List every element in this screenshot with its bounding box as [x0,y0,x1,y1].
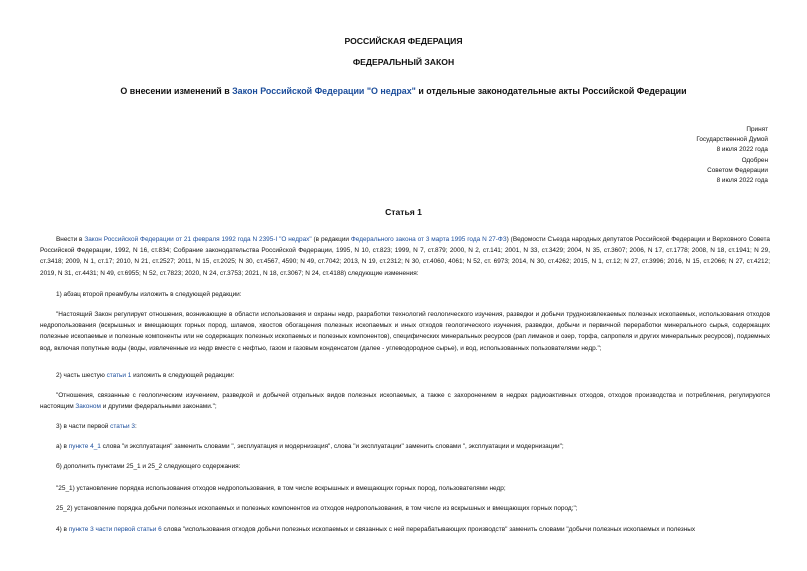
law-ref-link[interactable]: Законом [75,403,101,411]
law-title-suffix: и отдельные законодательные акты Российской Федерации [415,86,687,96]
intro-text: ) (Ведомости Съезда народных депутатов Российской Федерации и Верховного Совета Российской Федерации, 1992, N 16, ст.834; Собрание законодательства Российской Федерации, 1995, N 10, ст.823; 1999, N 7, ст.879; 2000, N 2, ст.141; 2001, N 33, ст.3429; 2004, N 35, ст.3607; 2006, N 17, ст.1778; 2008, N 18, ст.1941; N 29, ст.3418; 2009, N 1, ст.17; 2010, N 21, ст.2527; 2011, N 15, ст.2025; N 30, ст.4567, 4590; N 49, ст.7042; 2013, N 19, ст.2312; N 30, ст.4060, 4061; N 52, ст. 6973; 2014, N 30, ст.4262; 2015, N 1, ст.12; N 27, ст.3996; 2016, N 15, ст.2066; N 27, ст.4212; 2019, N 31, ст.4431; N 49, ст.6955; N 52, ст.7823; 2020, N 24, ст.3753; 2021, N 18, ст.3067; N 24, ст.4188) следующие изменения: [40,236,770,277]
intro-text: Внести в [56,236,85,243]
item-3-text: : [134,423,137,430]
point-4-1-link[interactable]: пункте 4_1 [68,443,101,450]
item-1-quote: "Настоящий Закон регулирует отношения, возникающие в области использования и охраны недр, разработки технологий геологического изучения, разведки и добычи трудноизвлекаемых полезных ископаемых, использования отходов недропользования (вскрышных и вмещающих горных пород, шламов, хвостов обогащения полезных ископаемых и иных отходов геологического изучения, разведки, добычи и первичной переработки минерального сырья, содержащих полезные ископаемые и полезные компоненты или не содержащих полезных ископаемых и полезных компонентов), специфических минеральных ресурсов (рап лиманов и озер, торфа, сапропеля и других минеральных ресурсов), подземных вод, включая попутные воды (воды, извлеченные из недр вместе с нефтью, газом и газовым конденсатом (далее - углеводородное сырье), и вод, использованных пользователями недр."; [40,311,770,352]
article-3-link[interactable]: статьи 3 [110,423,135,430]
item-2-text: 2) часть шестую [56,372,107,379]
item-3b: б) дополнить пунктами 25_1 и 25_2 следующего содержания: [56,463,241,470]
adoption-line: 8 июля 2022 года [716,146,768,154]
item-3 [40,421,770,432]
item-2-quote [40,390,770,412]
adoption-line: Принят [746,126,768,133]
item-2-text: изложить в следующей редакции: [131,372,235,379]
item-4-text: слова "использования отходов добычи полезных ископаемых и связанных с ней перерабатывающих производств" заменить словами "добычи полезных ископаемых и полезных [161,526,696,533]
law-link[interactable]: Закон Российской Федерации от 21 февраля 1992 года N 2395-I "О недрах" [84,236,312,243]
intro-text: (в редакции [311,236,351,243]
item-2 [40,370,770,381]
item-3b-quote-2: 25_2) установление порядка добычи полезных ископаемых и полезных компонентов из отходов недропользования, в том числе из вскрышных и вмещающих горных пород;"; [56,505,578,512]
intro-paragraph [40,234,770,279]
law-title-prefix: О внесении изменений в [120,86,233,96]
adoption-line: 8 июля 2022 года [716,177,768,185]
law-type-heading: ФЕДЕРАЛЬНЫЙ ЗАКОН [352,57,455,67]
law-title [0,86,807,96]
item-4 [40,524,770,535]
adoption-line: Советом Федерации [707,166,768,174]
item-2-quote-text: "Отношения, связанные с геологическим изучением, разведкой и добычей отдельных видов полезных ископаемых, а также с захоронением в недрах радиоактивных отходов, отходов производства и потребления, регулируются настоящим [40,392,770,411]
item-3a-text: слова "и эксплуатация" заменить словами ", эксплуатация и модернизация", слова "и эксплуатации" заменить словами ", эксплуатации и модернизации"; [100,443,564,450]
adoption-line: Государственной Думой [696,136,768,144]
item-3-text: 3) в части первой [56,423,111,430]
item-3b-quote-1: "25_1) установление порядка использования отходов недропользования, в том числе вскрышных и вмещающих горных пород, пользователями недр; [56,485,506,492]
country-heading: РОССИЙСКАЯ ФЕДЕРАЦИЯ [344,36,463,46]
adoption-block [696,125,768,186]
article-heading: Статья 1 [385,207,422,217]
adoption-line: Одобрен [741,156,768,164]
article-6-link[interactable]: пункте 3 части первой статьи 6 [68,526,162,533]
item-4-text: 4) в [56,526,69,533]
item-3a-text: а) в [56,443,69,450]
item-1: 1) абзац второй преамбулы изложить в следующей редакции: [56,291,242,298]
federal-law-link[interactable]: Федерального закона от 3 марта 1995 года N 27-ФЗ [350,236,507,243]
law-title-link[interactable]: Закон Российской Федерации "О недрах" [232,86,416,96]
item-3a [40,441,770,452]
article-1-link[interactable]: статьи 1 [106,372,132,379]
item-2-quote-text: и другими федеральными законами."; [100,403,217,411]
